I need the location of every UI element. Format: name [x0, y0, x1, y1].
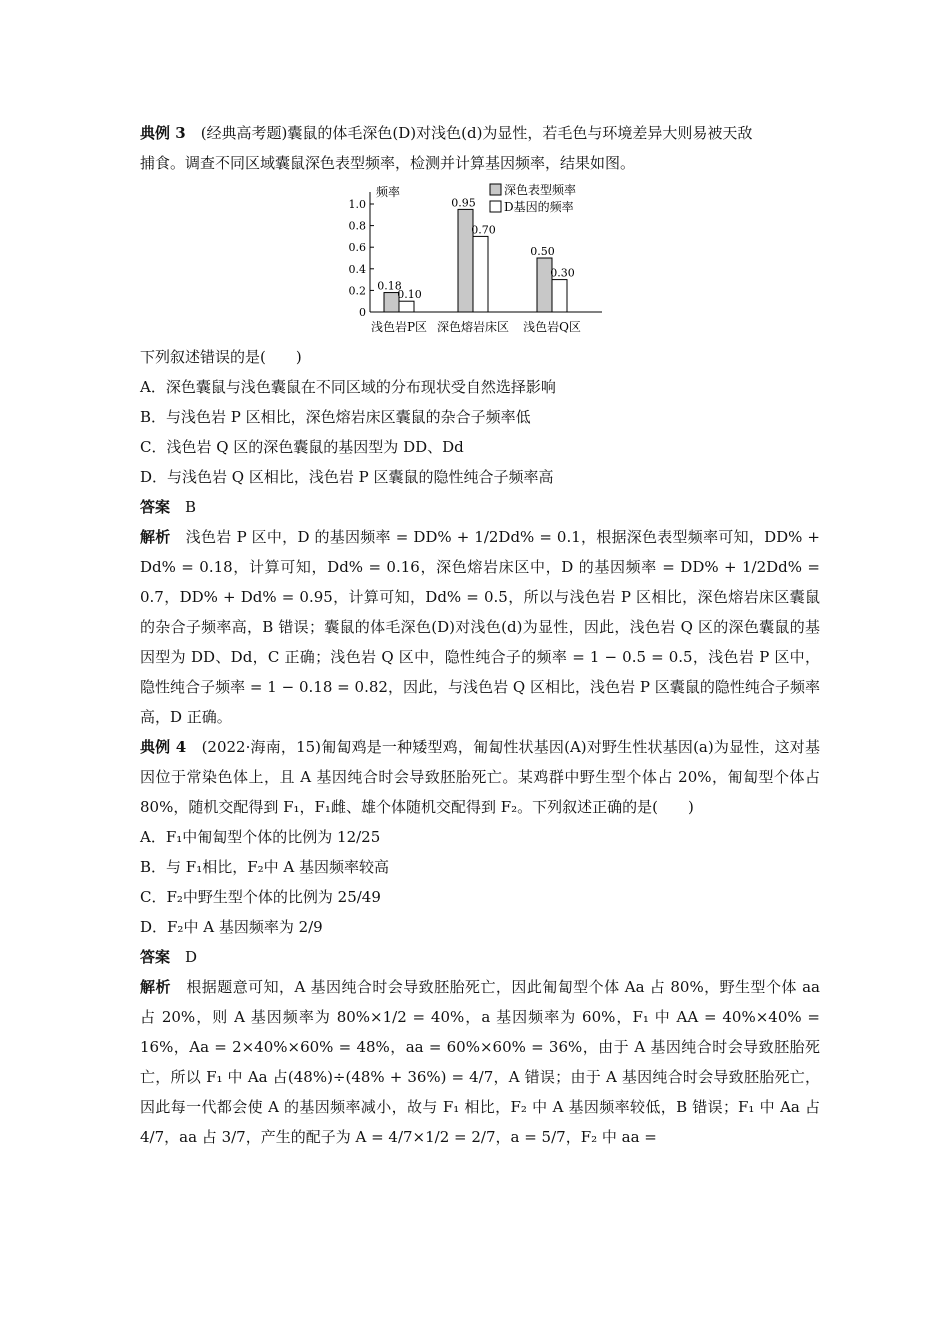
example4-option-d: D．F₂中 A 基因频率为 2/9 — [140, 918, 323, 936]
answer-value: B — [185, 498, 197, 516]
example4-intro — [140, 732, 820, 822]
y-tick-label: 0.6 — [348, 241, 366, 255]
y-tick-label: 0 — [359, 306, 366, 319]
example3-option-b: B．与浅色岩 P 区相比，深色熔岩床区囊鼠的杂合子频率低 — [140, 408, 531, 426]
data-label: 0.70 — [471, 223, 496, 237]
example3-intro-line2: 捕食。调查不同区域囊鼠深色表型频率，检测并计算基因频率，结果如图。 — [140, 154, 636, 172]
example3-intro-line1: (经典高考题)囊鼠的体毛深色(D)对浅色(d)为显性，若毛色与环境差异大则易被天敌 — [200, 124, 753, 142]
legend-swatch — [490, 184, 501, 195]
example3-analysis — [140, 522, 820, 732]
example4-option-a: A．F₁中匍匐型个体的比例为 12/25 — [140, 828, 381, 846]
x-tick-label: 浅色岩Q区 — [523, 320, 581, 334]
y-tick-label: 0.2 — [348, 284, 366, 298]
y-tick-label: 1.0 — [348, 198, 366, 211]
example4-intro-text: (2022·海南，15)匍匐鸡是一种矮型鸡，匍匐性状基因(A)对野生性状基因(a)为显性，这对基因位于常染色体上，且 A 基因纯合时会导致胚胎死亡。某鸡群中野生型个体占 20%，匍匐型个体占 80%，随机交配得到 F₁，F₁雌、雄个体随机交配得到 F₂。下列叙述正确的是( ) — [140, 738, 820, 816]
analysis-text: 根据题意可知，A 基因纯合时会导致胚胎死亡，因此匍匐型个体 Aa 占 80%，野生型个体 aa 占 20%，则 A 基因频率为 80%×1/2 = 40%，a 基因频率为 60%，F₁ 中 AA = 40%×40% = 16%，Aa = 2×40%×60% = 48%，aa = 60%×60% = 36%，由于 A 基因纯合时会导致胚胎死亡，所以 F₁ 中 Aa 占(48%)÷(48% + 36%) = 4/7，A 错误；由于 A 基因纯合时会导致胚胎死亡，因此每一代都会使 A 的基因频率减小，故与 F₁ 相比，F₂ 中 A 基因频率较低，B 错误；F₁ 中 Aa 占 4/7，aa 占 3/7，产生的配子为 A = 4/7×1/2 = 2/7，a = 5/7，F₂ 中 aa = — [140, 978, 820, 1146]
example3-option-a: A．深色囊鼠与浅色囊鼠在不同区域的分布现状受自然选择影响 — [140, 378, 556, 396]
example3-option-d: D．与浅色岩 Q 区相比，浅色岩 P 区囊鼠的隐性纯合子频率高 — [140, 468, 554, 486]
legend-swatch — [490, 201, 501, 212]
example4-label: 典例 4 — [140, 738, 187, 756]
example3-answer — [140, 492, 820, 522]
answer-value: D — [185, 948, 198, 966]
document-page — [140, 118, 820, 1152]
example3-option-c: C．浅色岩 Q 区的深色囊鼠的基因型为 DD、Dd — [140, 438, 464, 456]
example4-answer — [140, 942, 820, 972]
bar — [473, 236, 488, 312]
data-label: 0.95 — [451, 196, 476, 210]
analysis-label: 解析 — [140, 528, 171, 546]
data-label: 0.50 — [530, 245, 555, 258]
example4-analysis — [140, 972, 820, 1152]
x-tick-label: 深色熔岩床区 — [436, 320, 510, 334]
answer-label: 答案 — [140, 948, 171, 966]
data-label: 0.18 — [377, 279, 402, 293]
analysis-label: 解析 — [140, 978, 171, 996]
example3-question: 下列叙述错误的是( ) — [140, 348, 302, 366]
legend-label: D基因的频率 — [504, 200, 574, 214]
bar — [399, 301, 414, 312]
analysis-text: 浅色岩 P 区中，D 的基因频率 = DD% + 1/2Dd% = 0.1，根据深色表型频率可知，DD% + Dd% = 0.18，计算可知，Dd% = 0.16，深色熔岩床区中，D 的基因频率 = DD% + 1/2Dd% = 0.7，DD% + Dd% = 0.95，计算可知，Dd% = 0.5，所以与浅色岩 P 区相比，深色熔岩床区囊鼠的杂合子频率高，B 错误；囊鼠的体毛深色(D)对浅色(d)为显性，因此，浅色岩 Q 区的深色囊鼠的基因型为 DD、Dd，C 正确；浅色岩 Q 区中，隐性纯合子的频率 = 1 − 0.5 = 0.5，浅色岩 P 区中，隐性纯合子频率 = 1 − 0.18 = 0.82，因此，与浅色岩 Q 区相比，浅色岩 P 区囊鼠的隐性纯合子频率高，D 正确。 — [140, 528, 820, 726]
bar — [552, 280, 567, 312]
bar-chart — [340, 180, 610, 340]
example3-label: 典例 3 — [140, 124, 186, 142]
data-label: 0.30 — [550, 266, 575, 280]
data-label: 0.10 — [397, 288, 422, 302]
legend-label: 深色表型频率 — [504, 183, 577, 197]
y-axis-label: 频率 — [376, 185, 401, 199]
example4-option-b: B．与 F₁相比，F₂中 A 基因频率较高 — [140, 858, 390, 876]
answer-label: 答案 — [140, 498, 171, 516]
example3-intro — [140, 118, 820, 178]
example3-chart — [140, 180, 820, 342]
y-tick-label: 0.8 — [348, 219, 366, 233]
example4-option-c: C．F₂中野生型个体的比例为 25/49 — [140, 888, 381, 906]
x-tick-label: 浅色岩P区 — [370, 320, 428, 334]
y-tick-label: 0.4 — [348, 262, 366, 276]
